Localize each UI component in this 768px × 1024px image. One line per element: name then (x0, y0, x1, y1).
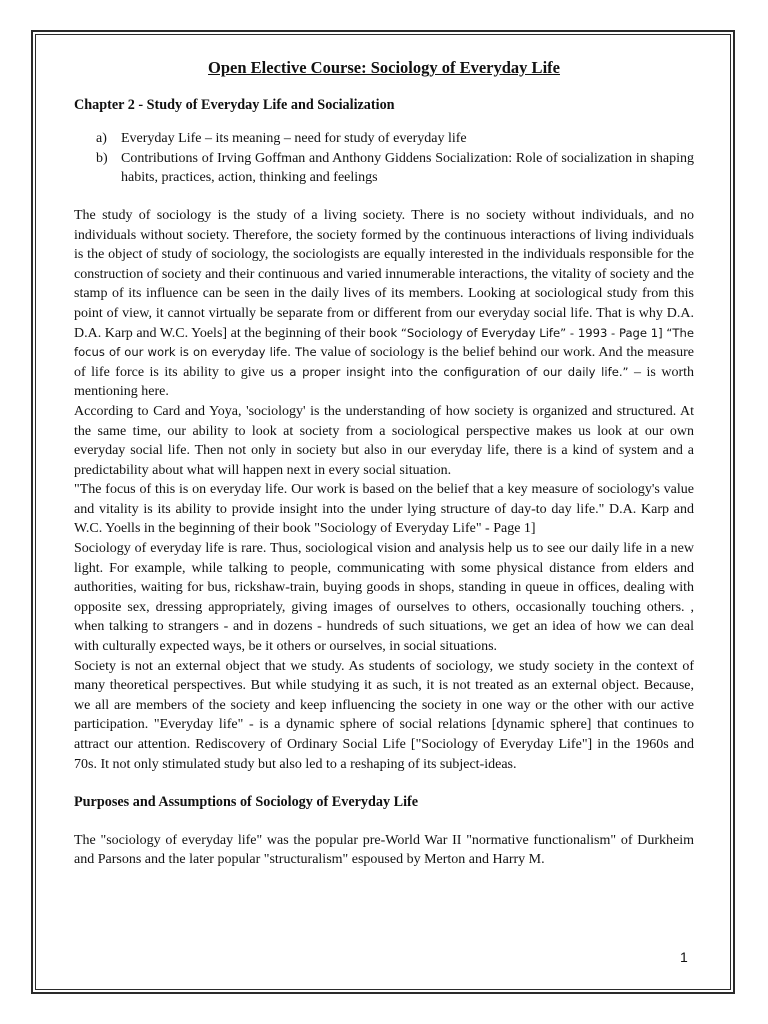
paragraph: Sociology of everyday life is rare. Thus, sociological vision and analysis help us to see our daily life in a new light. For example, while talking to people, communicating with some physical distance from elders and authorities, waiting for bus, rickshaw-train, buying goods in shops, standing in queue in offices, dealing with opposite sex, dressing appropriately, giving images of ourselves to others, occasionally touching others. , when talking to strangers - and in dozens - hundreds of such situations, we get an idea of how we can deal with culturally expected ways, be it others or ourselves, in social situations. (74, 541, 694, 655)
paragraph: Society is not an external object that we study. As students of sociology, we study society in the context of many theoretical perspectives. But while studying it as such, it is not treated as an external object. Because, we all are members of the society and keep influencing the society in one way or the other with our active participation. "Everyday life" - is a dynamic sphere of social relations [dynamic sphere] that continues to attract our attention. Rediscovery of Ordinary Social Life ["Sociology of Everyday Life"] in the 1960s and 70s. It not only stimulated study but also led to a reshaping of its subject-ideas. (74, 658, 694, 772)
paragraph-intro-quote: us a proper insight into the configuration of our daily life.” (270, 364, 629, 379)
document-title: Open Elective Course: Sociology of Everyday Life (208, 58, 560, 77)
list-marker: b) (96, 150, 108, 166)
paragraph: "The focus of this is on everyday life. Our work is based on the belief that a key measure of sociology's value and vitality is its ability to provide insight into the under lying structure of day-to day life." D.A. Karp and W.C. Yoells in the beginning of their book "Sociology of Everyday Life" - Page 1] (74, 482, 694, 537)
page-number: 1 (680, 949, 688, 965)
section-heading: Purposes and Assumptions of Sociology of Everyday Life (74, 794, 419, 811)
paragraph-intro (74, 206, 694, 402)
topic-list (74, 129, 694, 188)
paragraph: According to Card and Yoya, 'sociology' is the understanding of how society is organized and structured. At the same time, our ability to look at society from a sociological perspective makes us look at our own everyday social life. Then not only in society but also in our everyday life, there is a kind of system and a predictability about what will happen next in every social situation. (74, 403, 694, 478)
list-item (96, 149, 694, 188)
list-marker: a) (96, 131, 107, 147)
paragraph-intro-quote: book “Sociology of Everyday Life” - 1993 - Page 1] “The focus of our work is on everyday life. The (74, 325, 694, 360)
list-item-text: Contributions of Irving Goffman and Anthony Giddens Socialization: Role of socialization in shaping habits, practices, action, thinking and feelings (121, 150, 694, 186)
paragraph-intro-part: – is worth mentioning here. (74, 364, 695, 400)
list-item-text: Everyday Life – its meaning – need for study of everyday life (121, 131, 467, 147)
paragraph: The "sociology of everyday life" was the popular pre-World War II "normative functionalism" of Durkheim and Parsons and the later popular "structuralism" espoused by Merton and Harry M. (74, 832, 694, 868)
paragraph-intro-part: The study of sociology is the study of a living society. There is no society without individuals, and no individuals without society. Therefore, the society formed by the continuous interactions of living individuals is the object of study of sociology, the sociologists are equally interested in the individuals responsible for the construction of society and their continuous and varied innumerable interactions, the vitality of society and the stamp of its influence can be seen in the daily lives of its members. Looking at sociological study from this point of view, it cannot virtually be separate from or different from our everyday social life. That is why D.A. D.A. Karp and W.C. Yoels] at the beginning of their (74, 207, 694, 341)
paragraph-intro-part: value of sociology is the belief behind our work. And the measure of life force is its ability to give (74, 345, 695, 380)
list-item (96, 129, 694, 149)
chapter-heading: Chapter 2 - Study of Everyday Life and Socialization (74, 96, 395, 113)
document-body (74, 58, 694, 870)
